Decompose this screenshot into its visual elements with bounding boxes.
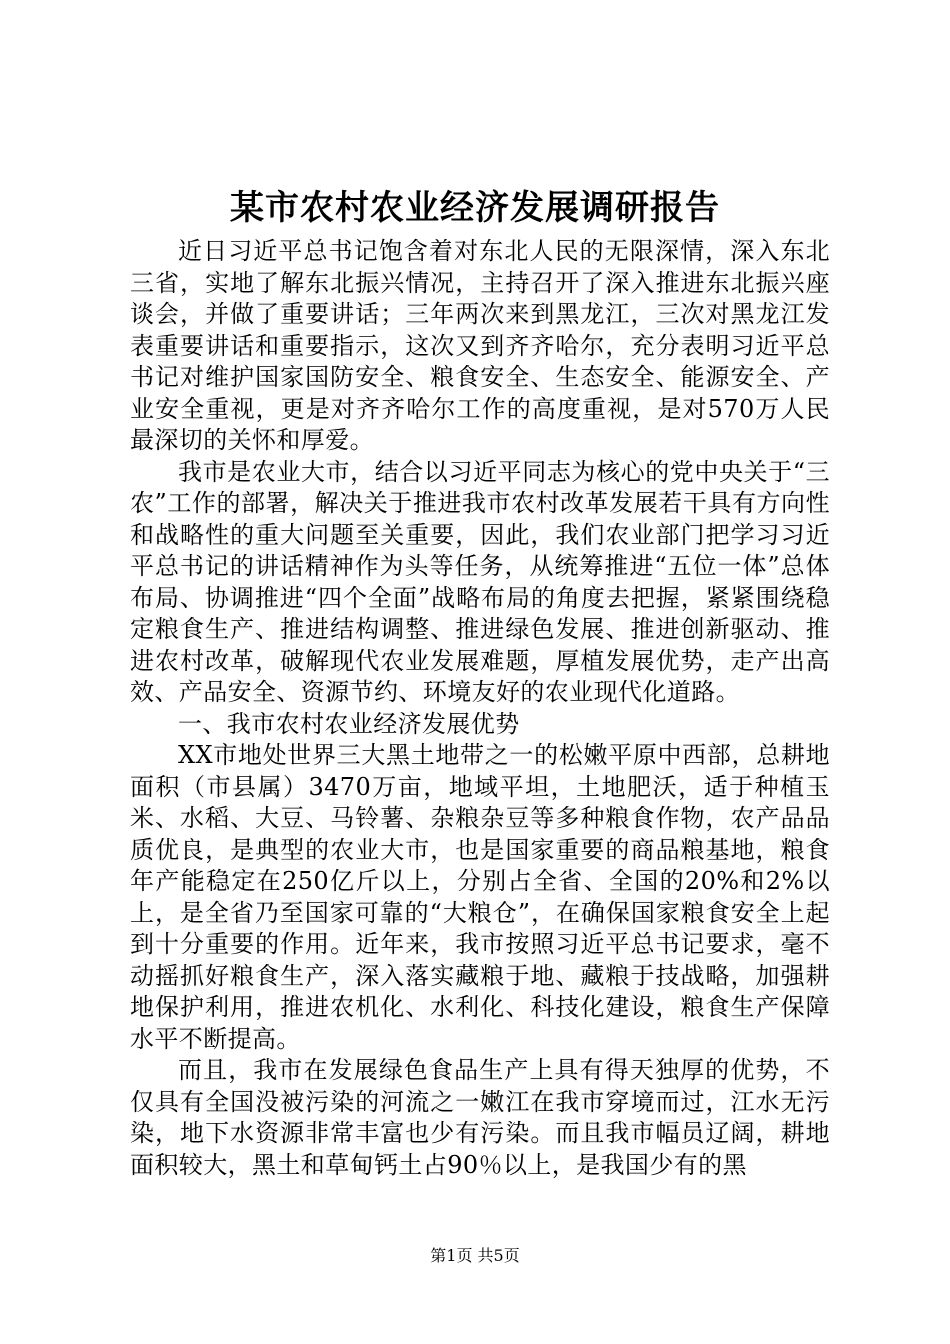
page-number-footer: 第1页 共5页 [430,1246,520,1265]
paragraph-intro: 近日习近平总书记饱含着对东北人民的无限深情，深入东北三省，实地了解东北振兴情况，主持召开了深入推进东北振兴座谈会，并做了重要讲话；三年两次来到黑龙江，三次对黑龙江发表重要讲话和重要指示，这次又到齐齐哈尔，充分表明习近平总书记对维护国家国防安全、粮食安全、生态安全、能源安全、产业安全重视，更是对齐齐哈尔工作的高度重视，是对570万人民最深切的关怀和厚爱。 [130,237,830,454]
document-title: 某市农村农业经济发展调研报告 [230,188,720,228]
paragraph-context: 我市是农业大市，结合以习近平同志为核心的党中央关于“三农”工作的部署，解决关于推进我市农村改革发展若干具有方向性和战略性的重大问题至关重要，因此，我们农业部门把学习习近平总书记的讲话精神作为头等任务，从统筹推进“五位一体”总体布局、协调推进“四个全面”战略布局的角度去把握，紧紧围绕稳定粮食生产、推进结构调整、推进绿色发展、推进创新驱动、推进农村改革，破解现代农业发展难题，厚植发展优势，走产出高效、产品安全、资源节约、环境友好的农业现代化道路。 [130,457,830,706]
paragraph-green-food: 而且，我市在发展绿色食品生产上具有得天独厚的优势，不仅具有全国没被污染的河流之一嫩江在我市穿境而过，江水无污染，地下水资源非常丰富也少有污染。而且我市幅员辽阔，耕地面积较大，黑土和草甸钙土占90％以上，是我国少有的黑 [130,1056,830,1179]
document-body [130,236,830,1181]
section-heading: 一、我市农村农业经济发展优势 [178,709,520,738]
paragraph-advantages: XX市地处世界三大黑土地带之一的松嫩平原中西部，总耕地面积（市县属）3470万亩，地域平坦，土地肥沃，适于种植玉米、水稻、大豆、马铃薯、杂粮杂豆等多种粮食作物，农产品品质优良，是典型的农业大市，也是国家重要的商品粮基地，粮食年产能稳定在250亿斤以上，分别占全省、全国的20%和2%以上，是全省乃至国家可靠的“大粮仓”，在确保国家粮食安全上起到十分重要的作用。近年来，我市按照习近平总书记要求，毫不动摇抓好粮食生产，深入落实藏粮于地、藏粮于技战略，加强耕地保护利用，推进农机化、水利化、科技化建设，粮食生产保障水平不断提高。 [130,741,830,1053]
